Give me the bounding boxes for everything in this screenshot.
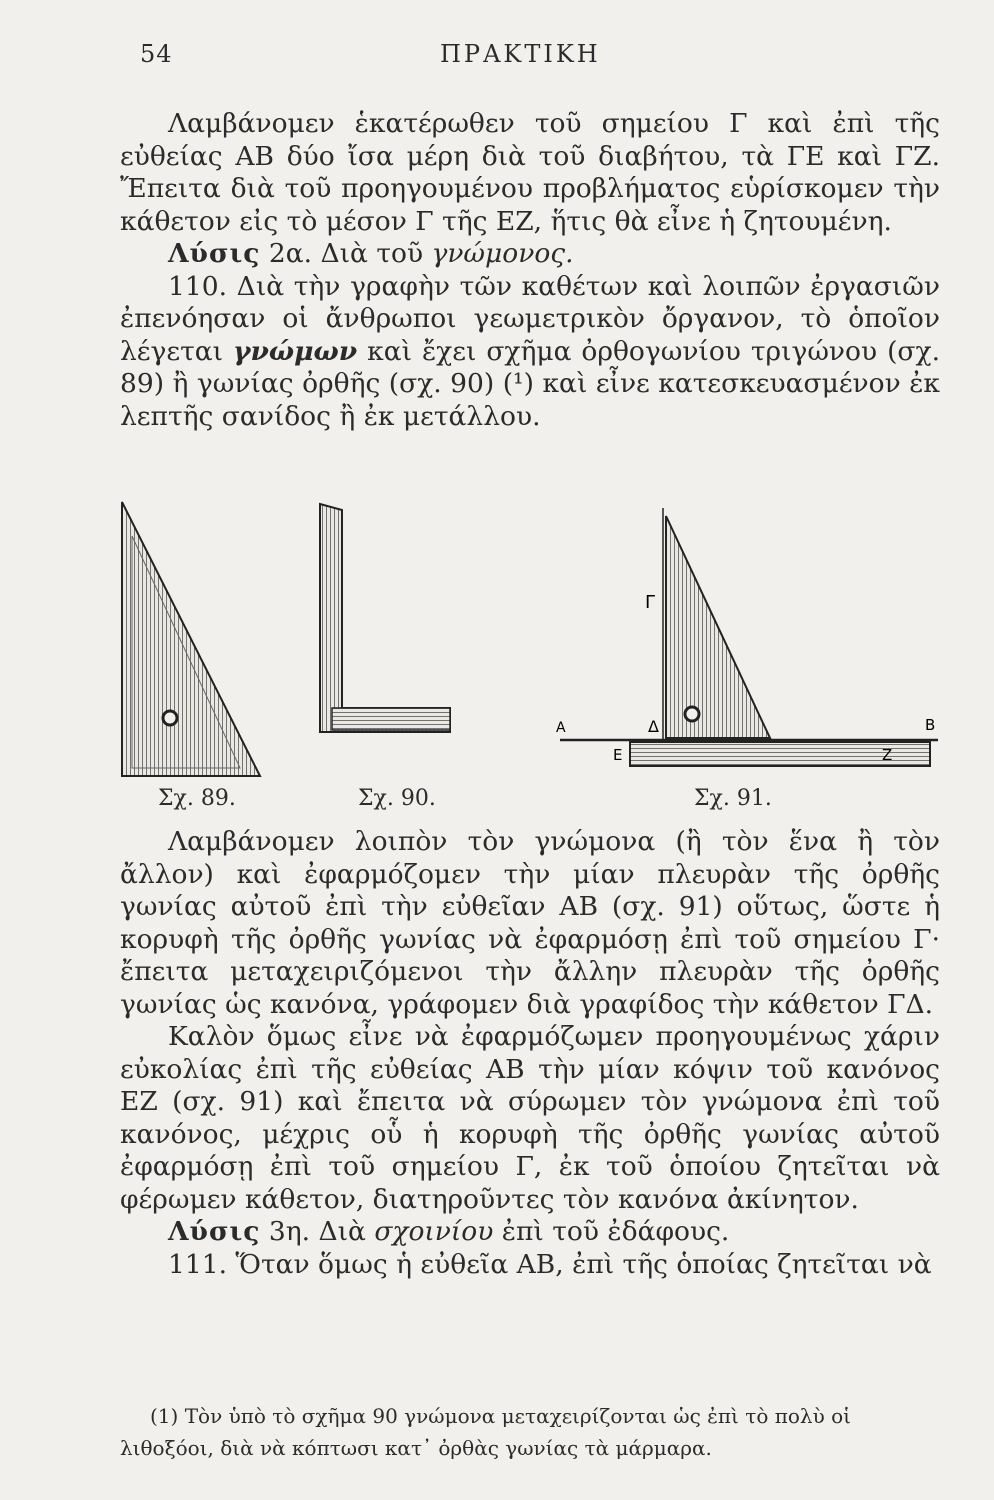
footnote-line-1: (1) Τὸν ὑπὸ τὸ σχῆμα 90 γνώμονα μεταχειρίζονται ὡς ἐπὶ τὸ πολὺ οἱ xyxy=(150,1404,851,1428)
text-block-top xyxy=(120,108,940,433)
label-z: Ζ xyxy=(882,746,893,764)
paragraph-110-text-b: καὶ ἔχει σχῆμα ὀρθογωνίου τριγώνου (σχ. 89) ἢ γωνίας ὀρθῆς (σχ. 90) (¹) καὶ εἶνε κατεσκευασμένον ἐκ λεπτῆς σανίδος ἢ ἐκ μετάλλου. xyxy=(120,335,940,432)
page-header xyxy=(140,40,900,80)
paragraph-110-term: γνώμων xyxy=(233,335,358,367)
figure-90-l-square xyxy=(320,504,450,732)
running-head: ΠΡΑΚΤΙΚΗ xyxy=(440,40,601,68)
solution-3-tail: ἐπὶ τοῦ ἐδάφους. xyxy=(493,1216,730,1247)
solution-label: Λύσις xyxy=(168,1216,261,1247)
label-delta: Δ xyxy=(648,717,659,736)
figures-area xyxy=(110,496,950,826)
text-block-bottom xyxy=(120,826,940,1281)
hanging-hole-icon xyxy=(163,711,177,725)
caption-fig-91: Σχ. 91. xyxy=(694,786,772,811)
figure-91-square-on-ruler xyxy=(556,508,938,766)
solution-3-text: 3η. Διὰ xyxy=(260,1216,375,1247)
paragraph-construction: Λαμβάνομεν ἑκατέρωθεν τοῦ σημείου Γ καὶ ἐπὶ τῆς εὐθείας ΑΒ δύο ἴσα μέρη διὰ τοῦ διαβήτου, τὰ ΓΕ καὶ ΓΖ. Ἔπειτα διὰ τοῦ προηγουμένου προβλήματος εὑρίσκομεν τὴν κάθετον εἰς τὸ μέσον Γ τῆς ΕΖ, ἥτις θὰ εἶνε ἡ ζητουμένη. xyxy=(120,108,940,237)
footnote-line-2: λιθοξόοι, διὰ νὰ κόπτωσι κατ᾽ ὀρθὰς γωνίας τὰ μάρμαρα. xyxy=(120,1436,712,1460)
label-a: Α xyxy=(556,720,566,736)
caption-fig-89: Σχ. 89. xyxy=(158,786,236,811)
paragraph-111: 111. Ὅταν ὅμως ἡ εὐθεῖα ΑΒ, ἐπὶ τῆς ὁποίας ζητεῖται νὰ xyxy=(168,1248,932,1280)
page-number: 54 xyxy=(140,40,173,68)
figures-drawing xyxy=(110,496,950,826)
paragraph-110-number: 110. xyxy=(168,270,228,302)
label-gamma: Γ xyxy=(645,592,656,613)
paragraph-use-ruler: Καλὸν ὅμως εἶνε νὰ ἐφαρμόζωμεν προηγουμένως χάριν εὐκολίας ἐπὶ τῆς εὐθείας ΑΒ τὴν μίαν κόψιν τοῦ κανόνος ΕΖ (σχ. 91) καὶ ἔπειτα νὰ σύρωμεν τὸν γνώμονα ἐπὶ τοῦ κανόνος, μέχρις οὗ ἡ κορυφὴ τῆς ὀρθῆς γωνίας αὐτοῦ ἐφαρμόσῃ ἐπὶ τοῦ σημείου Γ, ἐκ τοῦ ὁποίου ζητεῖται νὰ φέρωμεν κάθετον, διατηροῦντες τὸν κανόνα ἀκίνητον. xyxy=(120,1021,940,1215)
solution-3-heading xyxy=(120,1216,940,1249)
paragraph-110 xyxy=(120,271,940,434)
paragraph-apply-square: Λαμβάνομεν λοιπὸν τὸν γνώμονα (ἢ τὸν ἕνα ἢ τὸν ἄλλον) καὶ ἐφαρμόζομεν τὴν μίαν πλευρὰν τῆς ὀρθῆς γωνίας αὐτοῦ ἐπὶ τὴν εὐθεῖαν ΑΒ (σχ. 91) οὕτως, ὥστε ἡ κορυφὴ τῆς ὀρθῆς γωνίας νὰ ἐφαρμόσῃ ἐπὶ τοῦ σημείου Γ· ἔπειτα μεταχειριζόμενοι τὴν ἄλλην πλευρὰν τῆς ὀρθῆς γωνίας ὡς κανόνα, γράφομεν διὰ γραφίδος τὴν κάθετον ΓΔ. xyxy=(120,826,940,1020)
solution-2a-text: 2α. Διὰ τοῦ xyxy=(260,238,432,269)
label-e: Ε xyxy=(613,746,623,764)
hanging-hole-icon xyxy=(685,707,699,721)
footnote xyxy=(120,1400,950,1464)
solution-2a-term: γνώμονος. xyxy=(431,238,574,269)
caption-fig-90: Σχ. 90. xyxy=(358,786,436,811)
solution-3-term: σχοινίου xyxy=(374,1216,494,1247)
paragraph-110-text-a: Διὰ τὴν γραφὴν τῶν καθέτων καὶ λοιπῶν ἐργασιῶν ἐπενόησαν οἱ ἄνθρωποι γεωμετρικὸν ὄργανον, τὸ ὁποῖον λέγεται xyxy=(120,270,940,367)
label-b: Β xyxy=(925,716,936,734)
figure-89-triangle-square xyxy=(122,502,260,776)
solution-2a-heading xyxy=(120,238,940,271)
solution-label: Λύσις xyxy=(168,238,261,269)
